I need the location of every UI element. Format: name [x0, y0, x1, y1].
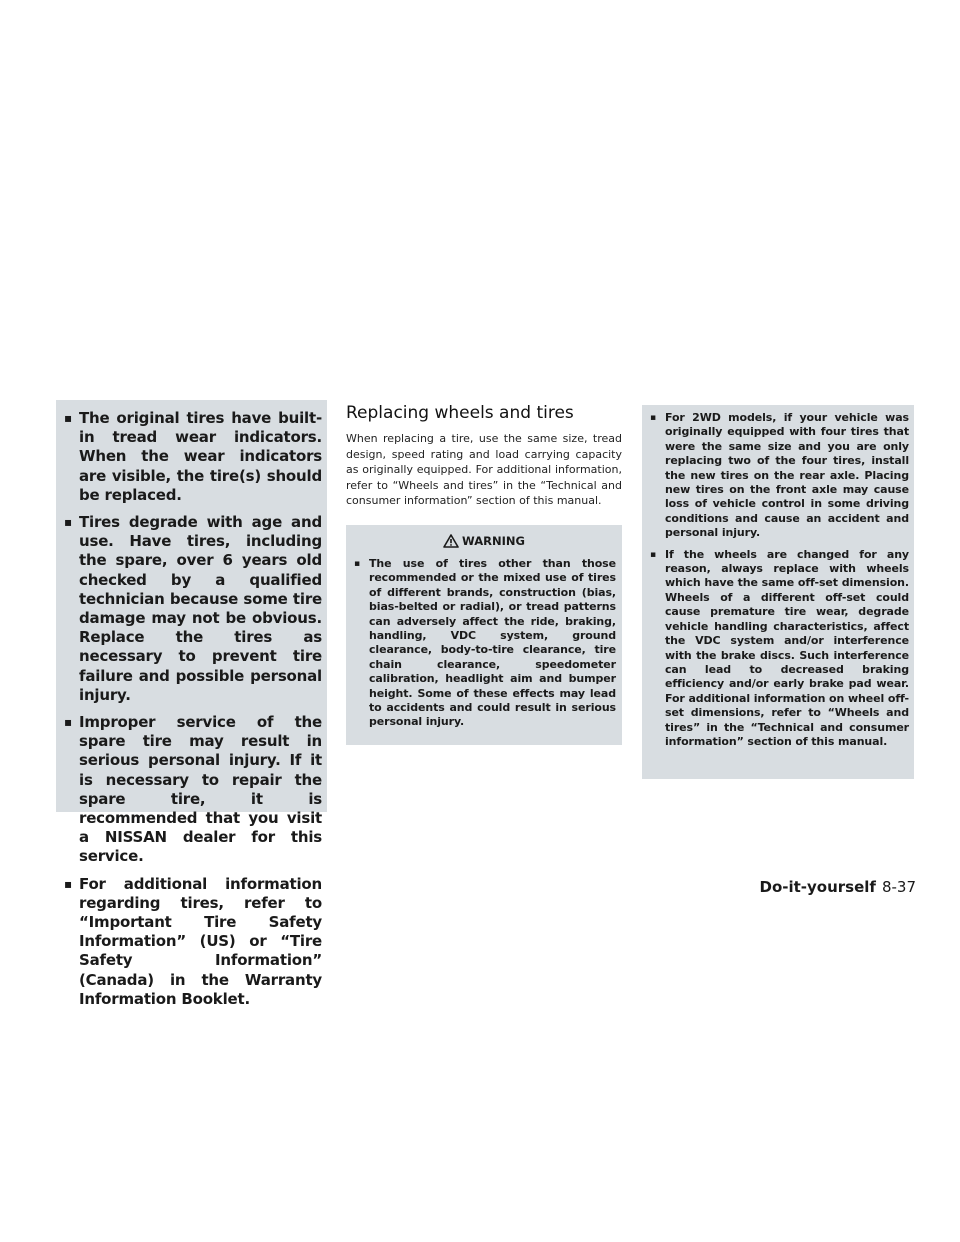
warning-triangle-icon [443, 534, 459, 548]
footer-section-title: Do-it-yourself [759, 878, 876, 896]
warning-header [352, 534, 616, 548]
list-item: ▪ The use of tires other than those recommended or the mixed use of tires of different brands, construction (bias, bias-belted or radial), or tread patterns can adversely affect the ride, braking, handling, VDC system, ground clearance, body-to-tire clearance, tire chain clearance, speedometer calibration, headlight aim and bumper height. Some of these effects may lead to accidents and could result in serious personal injury. [352, 557, 616, 730]
wheel-caution-list [648, 411, 909, 749]
wheel-caution-box [642, 405, 914, 779]
list-item: ▪ If the wheels are changed for any reason, always replace with wheels which have the same off-set dimension. Wheels of a different off-set could cause premature tire wear, degrade vehicle handling characteristics, affect the VDC system and/or interference with the brake discs. Such interference can lead to decreased braking efficiency and/or early brake pad wear. For additional information on wheel off-set dimensions, refer to “Wheels and tires” in the “Technical and consumer information” section of this manual. [648, 548, 909, 750]
replacing-section [346, 402, 622, 745]
tire-caution-box [56, 400, 327, 1008]
list-item: ▪ The original tires have built-in tread wear indicators. When the wear indicators are visible, the tire(s) should be replaced. [62, 409, 322, 505]
list-item: ▪ Improper service of the spare tire may result in serious personal injury. If it is necessary to repair the spare tire, it is recommended that you visit a NISSAN dealer for this service. [62, 713, 322, 867]
warning-list [352, 557, 616, 730]
section-heading: Replacing wheels and tires [346, 403, 574, 423]
section-paragraph: When replacing a tire, use the same size, tread design, speed rating and load carrying capacity as originally equipped. For additional information, refer to “Wheels and tires” in the “Technical and consumer information” section of this manual. [346, 432, 622, 508]
list-item: ▪ For 2WD models, if your vehicle was originally equipped with four tires that were the same size and you are only replacing two of the four tires, install the new tires on the rear axle. Placing new tires on the front axle may cause loss of vehicle control in some driving conditions and cause an accident and personal injury. [648, 411, 909, 541]
warning-title: WARNING [462, 533, 525, 548]
tire-caution-list [62, 409, 322, 1009]
page-number: 8-37 [881, 878, 916, 896]
list-item: ▪ For additional information regarding tires, refer to “Important Tire Safety Information” (US) or “Tire Safety Information” (Canada) in the Warranty Information Booklet. [62, 875, 322, 1009]
warning-box [346, 525, 622, 745]
list-item: ▪ Tires degrade with age and use. Have tires, including the spare, over 6 years old checked by a qualified technician because some tire damage may not be obvious. Replace the tires as necessary to prevent tire failure and possible personal injury. [62, 513, 322, 705]
page-footer [760, 878, 917, 896]
